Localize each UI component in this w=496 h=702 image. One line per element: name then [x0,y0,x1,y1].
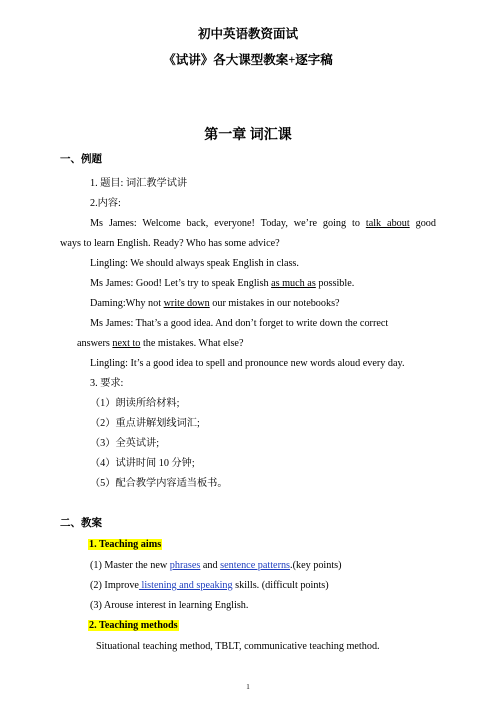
topic-line: 1. 题目: 词汇教学试讲 [90,178,188,189]
requirement-item: （5）配合教学内容适当板书。 [90,478,228,489]
page-number: 1 [246,683,250,691]
requirement-item: （2）重点讲解划线词汇; [90,418,200,429]
aim-2 [90,579,329,592]
dialogue-line-2: Lingling: We should always speak English in class. [90,258,299,269]
text-segment: good [409,218,436,229]
text-segment: our mistakes in our notebooks? [209,298,340,309]
dialogue-line-4 [90,297,340,310]
text-segment: (2) Improve [90,580,139,591]
text-segment: Daming:Why not [90,298,164,309]
text-segment: possible. [315,278,355,289]
underlined-phrase-next-to: next to [112,338,141,349]
dialogue-line-3 [90,277,354,290]
text-segment: (1) Master the new [90,560,170,571]
dialogue-line-1 [90,217,436,230]
highlighted-heading: 2. Teaching methods [89,620,178,631]
teaching-methods-heading [88,619,179,632]
document-subtitle: 《试讲》各大课型教案+逐字稿 [163,53,333,67]
chapter-title: 第一章 词汇课 [204,128,292,143]
text-segment: Ms James: Welcome back, everyone! Today, we’re going to [90,218,366,229]
underlined-phrase-write-down: write down [163,298,210,309]
text-segment: .(key points) [290,560,342,571]
teaching-methods-text: Situational teaching method, TBLT, communicative teaching method. [96,641,380,652]
teaching-aims-heading [88,538,162,551]
sentence-patterns-link[interactable]: sentence patterns [220,560,291,571]
highlighted-heading: 1. Teaching aims [89,539,162,550]
phrases-link[interactable]: phrases [169,560,201,571]
underlined-phrase-talk-about: talk about [365,218,410,229]
text-segment: the mistakes. What else? [140,338,244,349]
dialogue-line-5-cont [77,337,243,350]
section-heading-example: 一、例题 [60,154,102,165]
requirement-item: （1）朗读所给材料; [90,398,180,409]
requirement-item: （4）试讲时间 10 分钟; [90,458,195,469]
dialogue-line-6: Lingling: It’s a good idea to spell and pronounce new words aloud every day. [90,358,405,369]
requirement-item: （3）全英试讲; [90,438,160,449]
text-segment: answers [77,338,113,349]
text-segment: Ms James: Good! Let’s try to speak English [90,278,272,289]
aim-1 [90,559,342,572]
document-title: 初中英语教资面试 [197,27,298,41]
dialogue-line-5: Ms James: That’s a good idea. And don’t forget to write down the correct [90,318,389,329]
text-segment: skills. (difficult points) [232,580,329,591]
content-label: 2.内容: [90,198,121,209]
listening-speaking-link[interactable]: listening and speaking [138,580,233,591]
section-heading-lesson-plan: 二、教案 [60,518,102,529]
requirements-label: 3. 要求: [90,378,124,389]
dialogue-line-1-cont: ways to learn English. Ready? Who has some advice? [60,238,280,249]
text-segment: and [200,560,221,571]
underlined-phrase-as-much-as: as much as [271,278,316,289]
aim-3: (3) Arouse interest in learning English. [90,600,249,611]
